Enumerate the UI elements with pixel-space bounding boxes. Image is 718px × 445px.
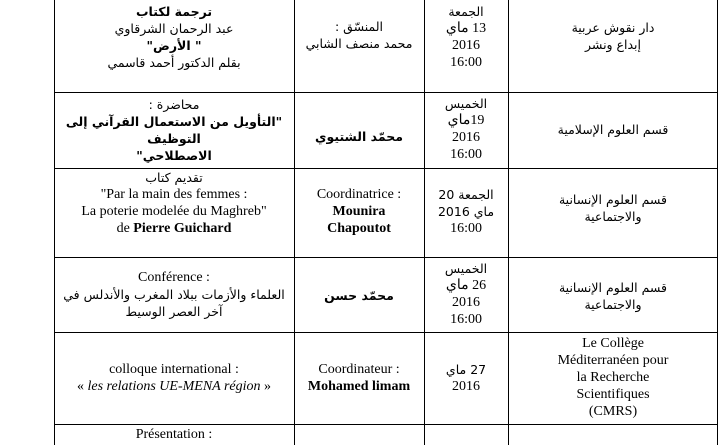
event-author-prefix: de xyxy=(116,221,134,236)
date-date: 27 ماي xyxy=(445,362,487,377)
coordinator-name: Chapoutot xyxy=(327,221,391,236)
table-row xyxy=(54,258,718,332)
organizer-line: la Recherche xyxy=(576,370,650,385)
date-year: 2016 xyxy=(452,130,480,145)
event-author: عبد الرحمان الشرقاوي xyxy=(114,21,234,36)
event-cell xyxy=(54,93,294,168)
date-cell xyxy=(424,0,508,92)
date-cell xyxy=(424,333,508,424)
coordinator-label: Coordinateur : xyxy=(318,362,400,377)
date-time: 16:00 xyxy=(450,55,482,70)
date-year: 2016 xyxy=(452,379,480,394)
table-row xyxy=(54,93,718,168)
coordinator-name: محمّد الشتيوي xyxy=(315,129,403,144)
date-day-date: الجمعة 20 xyxy=(438,187,494,202)
coordinator-cell xyxy=(294,169,424,257)
date-cell xyxy=(424,169,508,257)
event-title: "التأويل من الاستعمال القرآني إلى التوظيف xyxy=(65,114,283,146)
organizer-line: قسم العلوم الإنسانية xyxy=(558,192,668,207)
organizer-cell xyxy=(508,333,718,424)
table-row xyxy=(54,425,718,445)
organizer-line: والاجتماعية xyxy=(584,297,642,312)
date-date: 19ماي xyxy=(447,113,485,128)
organizer-line: Scientifiques xyxy=(576,387,650,402)
organizer-cell xyxy=(508,0,718,92)
event-type: تقديم كتاب xyxy=(145,170,203,185)
coordinator-label: Coordinatrice : xyxy=(316,187,402,202)
table-row xyxy=(54,169,718,257)
close-quote: » xyxy=(260,379,272,394)
event-cell xyxy=(54,0,294,92)
coordinator-label: المنسّق : xyxy=(334,19,384,34)
organizer-line: Méditerranéen pour xyxy=(557,353,669,368)
organizer-line: والاجتماعية xyxy=(584,209,642,224)
organizer-line: (CMRS) xyxy=(588,404,638,419)
coordinator-name: Mounira xyxy=(332,204,386,219)
date-day: الخميس xyxy=(444,96,488,111)
date-year: ماي 2016 xyxy=(437,204,495,219)
event-title: العلماء والأزمات ببلاد المغرب والأندلس في xyxy=(63,287,285,302)
event-author-line xyxy=(117,220,232,237)
event-title: الاصطلاحي" xyxy=(136,148,212,163)
event-title: آخر العصر الوسيط xyxy=(125,304,223,319)
organizer-cell xyxy=(508,258,718,332)
coordinator-name: محمّد حسن xyxy=(324,288,394,303)
table-row xyxy=(54,0,718,92)
event-type: محاضرة : xyxy=(148,97,200,112)
event-author: Pierre Guichard xyxy=(133,221,232,236)
organizer-line: قسم العلوم الإنسانية xyxy=(558,280,668,295)
event-type: colloque international : xyxy=(109,362,239,377)
date-time: 16:00 xyxy=(450,221,482,236)
organizer-line: Le Collège xyxy=(582,336,644,351)
coordinator-cell xyxy=(294,333,424,424)
date-time: 16:00 xyxy=(450,147,482,162)
date-date: 26 ماي xyxy=(445,278,487,293)
event-cell xyxy=(54,258,294,332)
event-by: بقلم الدكتور أحمد قاسمي xyxy=(107,55,241,70)
organizer-line: قسم العلوم الإسلامية xyxy=(557,122,669,137)
event-title: les relations UE-MENA région xyxy=(87,379,261,394)
date-date: 13 ماي xyxy=(445,21,487,36)
coordinator-cell xyxy=(294,258,424,332)
date-day: الخميس xyxy=(444,261,488,276)
organizer-line: دار نقوش عربية xyxy=(571,20,655,35)
date-time: 16:00 xyxy=(450,312,482,327)
coordinator-name: Mohamed limam xyxy=(307,379,411,394)
event-type: ترجمة لكتاب xyxy=(135,4,213,19)
date-year: 2016 xyxy=(452,295,480,310)
organizer-line: إبداع ونشر xyxy=(585,37,641,52)
event-cell xyxy=(54,425,294,445)
event-title: "Par la main des femmes : xyxy=(100,187,248,202)
event-cell xyxy=(54,333,294,424)
event-title: La poterie modelée du Maghreb" xyxy=(81,204,267,219)
event-type: Conférence : xyxy=(138,270,210,285)
organizer-cell xyxy=(508,169,718,257)
open-quote: « xyxy=(76,379,88,394)
date-cell xyxy=(424,93,508,168)
date-cell xyxy=(424,258,508,332)
event-title: " الأرض" xyxy=(146,38,202,53)
table-row xyxy=(54,333,718,424)
event-cell xyxy=(54,169,294,257)
coordinator-name: محمد منصف الشابي xyxy=(305,36,413,51)
event-title-line xyxy=(77,378,271,395)
event-type: Présentation : xyxy=(135,427,213,442)
coordinator-cell xyxy=(294,93,424,168)
date-year: 2016 xyxy=(452,38,480,53)
coordinator-cell xyxy=(294,0,424,92)
organizer-cell xyxy=(508,93,718,168)
date-day: الجمعة xyxy=(448,4,484,19)
